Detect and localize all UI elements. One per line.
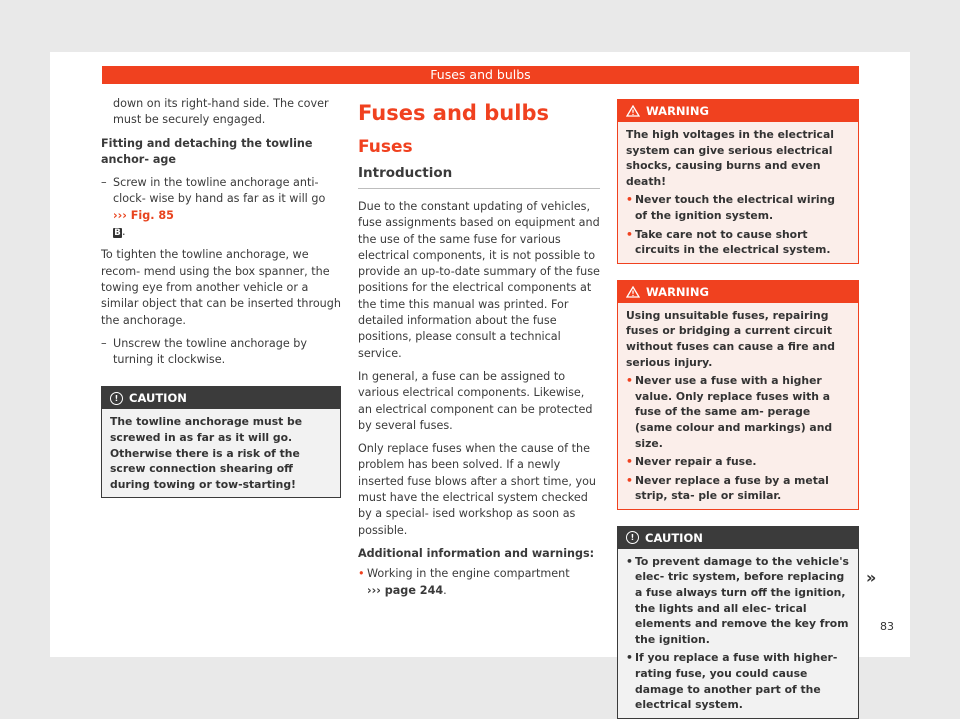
step-screw-in: – Screw in the towline anchorage anti-clock- wise by hand as far as it will go ››› Fig. 85 B. bbox=[101, 175, 341, 240]
section-title: Fuses bbox=[358, 137, 413, 157]
warning-body bbox=[618, 303, 858, 509]
caution-box-left bbox=[101, 386, 341, 498]
warning-item: • Take care not to cause short circuits in the electrical system. bbox=[626, 227, 850, 258]
warning-header bbox=[618, 281, 858, 303]
warning-body bbox=[618, 122, 858, 263]
caution-box-right bbox=[617, 526, 859, 719]
warning-triangle-icon bbox=[626, 286, 640, 298]
warning-item: • Never replace a fuse by a metal strip, sta- ple or similar. bbox=[626, 473, 850, 504]
caution-text: The towline anchorage must be screwed in as far as it will go. Otherwise there is a risk of the screw connection shearing off during towing or tow-starting! bbox=[102, 409, 340, 497]
caution-header bbox=[618, 527, 858, 549]
engine-compartment-item: • Working in the engine compartment ››› page 244. bbox=[358, 566, 600, 599]
additional-heading: Additional information and warnings: bbox=[358, 546, 595, 560]
intro-paragraph-3: Only replace fuses when the cause of the problem has been solved. If a newly inserted fuse blows after a short time, you must have the electrical system checked by a special- ised workshop as soon as possible. bbox=[358, 442, 597, 537]
caution-body bbox=[618, 549, 858, 718]
step-unscrew: – Unscrew the towline anchorage by turning it clockwise. bbox=[101, 336, 341, 369]
continue-mark: » bbox=[866, 568, 877, 587]
page-title: Fuses and bulbs bbox=[358, 101, 549, 125]
warning-label: WARNING bbox=[646, 104, 709, 118]
page-ref-link[interactable] bbox=[367, 584, 443, 597]
warning-header bbox=[618, 100, 858, 122]
warning-intro: Using unsuitable fuses, repairing fuses or bridging a current circuit without fuses can cause a fire and serious injury. bbox=[626, 308, 836, 369]
ref-arrow-icon: ››› bbox=[367, 583, 381, 597]
intro-paragraph-1: Due to the constant updating of vehicles, fuse assignments based on equipment and the use of the same fuse for various electrical components, it is not possible to provide an up-to-date summary of the fuse positions for the electrical components at the time this manual was printed. For detailed information about the fuse positions, please consult a technical service. bbox=[358, 200, 600, 360]
right-column bbox=[617, 99, 859, 719]
warning-box-voltage bbox=[617, 99, 859, 264]
left-column bbox=[101, 96, 341, 498]
intro-text: down on its right-hand side. The cover must be securely engaged. bbox=[113, 97, 329, 127]
warning-item: • Never touch the electrical wiring of the ignition system. bbox=[626, 192, 850, 223]
warning-triangle-icon bbox=[626, 105, 640, 117]
step-screw-in-text: Screw in the towline anchorage anti-clock- wise by hand as far as it will go bbox=[113, 176, 326, 206]
caution-item: • To prevent damage to the vehicle's elec- tric system, before replacing a fuse always turn off the ignition, the lights and all elec- trical elements and remove the key from the ignition. bbox=[626, 554, 850, 648]
intro-paragraph-2: In general, a fuse can be assigned to various electrical components. Likewise, an electrical component can be protected by several fuses. bbox=[358, 369, 593, 432]
section-header: Fuses and bulbs bbox=[102, 66, 859, 84]
warning-intro: The high voltages in the electrical system can give serious electrical shocks, causing burns and even death! bbox=[626, 128, 834, 188]
caution-item: • If you replace a fuse with higher-rating fuse, you could cause damage to another part of the electrical system. bbox=[626, 650, 850, 712]
caution-label: CAUTION bbox=[129, 391, 187, 406]
caution-label: CAUTION bbox=[645, 530, 703, 545]
tighten-paragraph: To tighten the towline anchorage, we recom- mend using the box spanner, the towing eye from another vehicle or a similar object that can be inserted through the anchorage. bbox=[101, 248, 341, 327]
subsection-title: Introduction bbox=[358, 162, 600, 189]
warning-label: WARNING bbox=[646, 284, 709, 299]
caution-header bbox=[102, 387, 340, 409]
page-number: 83 bbox=[880, 620, 894, 633]
caution-icon: ! bbox=[626, 531, 639, 544]
warning-item: • Never repair a fuse. bbox=[626, 454, 850, 470]
fig-ref-label: Fig. 85 bbox=[130, 208, 174, 222]
warning-box-fuses bbox=[617, 280, 859, 510]
ref-arrow-icon: ››› bbox=[113, 208, 127, 222]
fitting-heading: Fitting and detaching the towline anchor- age bbox=[101, 136, 313, 166]
page-ref-label: page 244 bbox=[384, 583, 444, 597]
caution-icon: ! bbox=[110, 392, 123, 405]
middle-column bbox=[358, 100, 600, 599]
fig-ref-link[interactable] bbox=[113, 209, 174, 222]
warning-item: • Never use a fuse with a higher value. Only replace fuses with a fuse of the same am- perage (same colour and markings) and size. bbox=[626, 373, 850, 451]
key-b-label: B bbox=[114, 228, 121, 239]
engine-compartment-text: Working in the engine compartment bbox=[367, 567, 570, 581]
